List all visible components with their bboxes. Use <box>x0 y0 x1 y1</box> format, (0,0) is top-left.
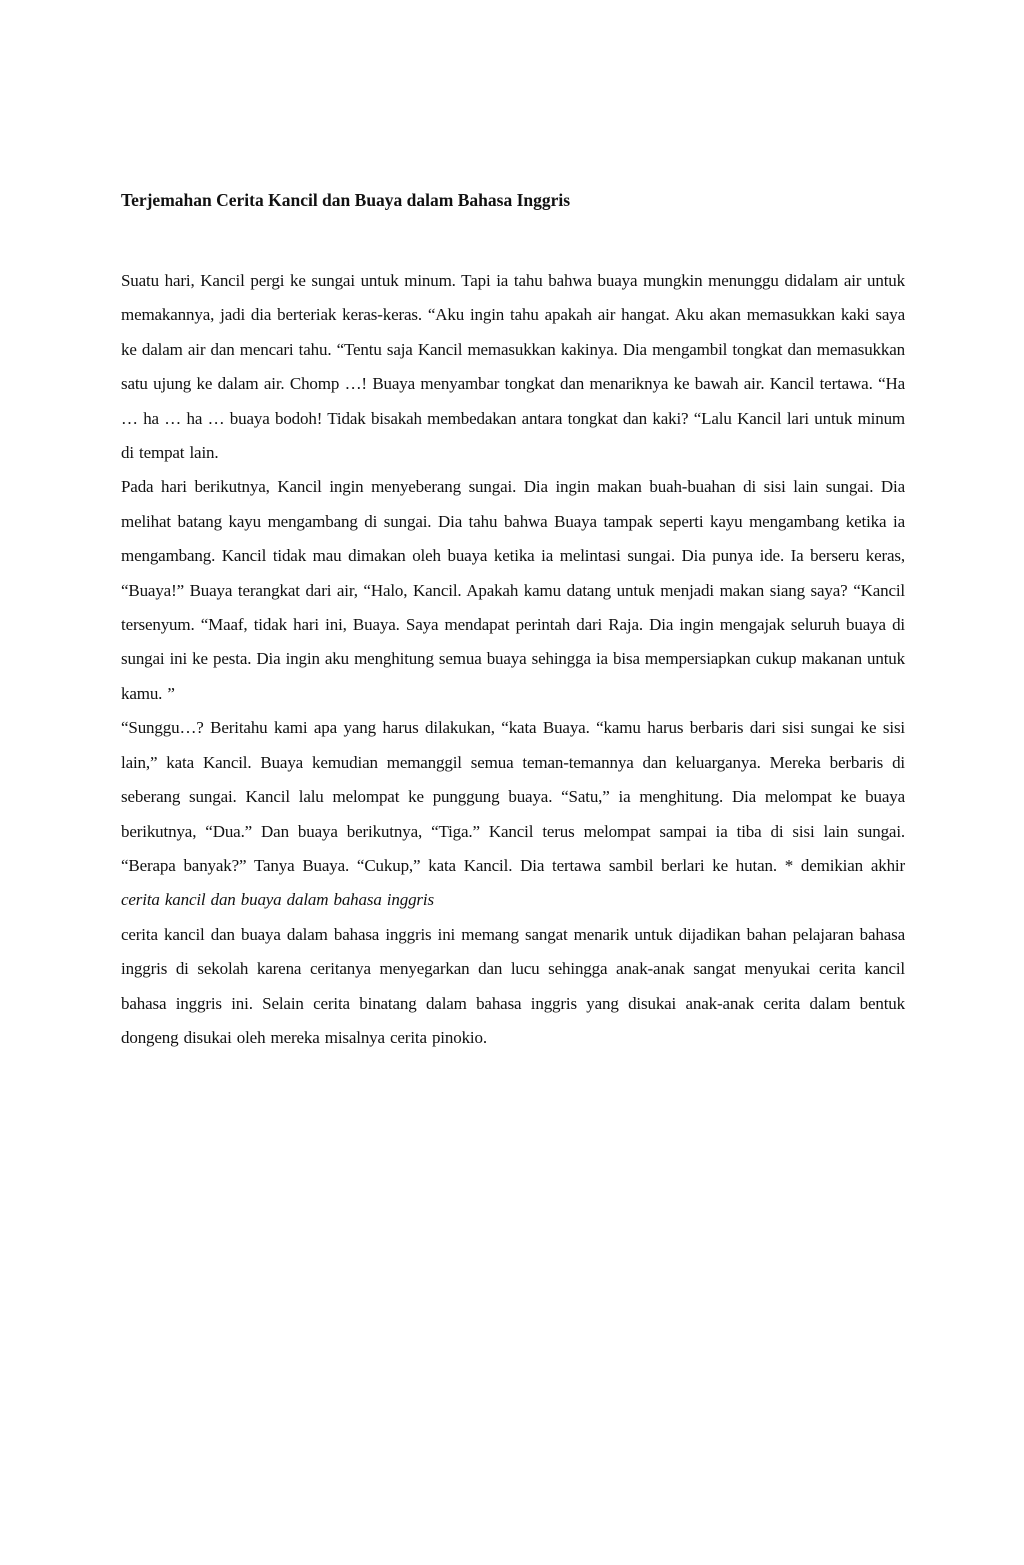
paragraph-4 <box>121 918 905 1056</box>
paragraph-3 <box>121 711 905 917</box>
paragraph-3-italic-text: cerita kancil dan buaya dalam bahasa inggris <box>121 890 434 910</box>
document-body <box>121 186 905 1055</box>
paragraph-1-text: Suatu hari, Kancil pergi ke sungai untuk minum. Tapi ia tahu bahwa buaya mungkin menunggu didalam air untuk memakannya, jadi dia berteriak keras-keras. “Aku ingin tahu apakah air hangat. Aku akan memasukkan kaki saya ke dalam air dan mencari tahu. “Tentu saja Kancil memasukkan kakinya. Dia mengambil tongkat dan memasukkan satu ujung ke dalam air. Chomp …! Buaya menyambar tongkat dan menariknya ke bawah air. Kancil tertawa. “Ha … ha … ha … buaya bodoh! Tidak bisakah membedakan antara tongkat dan kaki? “Lalu Kancil lari untuk minum di tempat lain. <box>121 271 905 463</box>
paragraph-4-text: cerita kancil dan buaya dalam bahasa inggris ini memang sangat menarik untuk dijadikan bahan pelajaran bahasa inggris di sekolah karena ceritanya menyegarkan dan lucu sehingga anak-anak sangat menyukai cerita kancil bahasa inggris ini. Selain cerita binatang dalam bahasa inggris yang disukai anak-anak cerita dalam bentuk dongeng disukai oleh mereka misalnya cerita pinokio. <box>121 924 905 1047</box>
paragraph-3-text: “Sunggu…? Beritahu kami apa yang harus dilakukan, “kata Buaya. “kamu harus berbaris dari sisi sungai ke sisi lain,” kata Kancil. Buaya kemudian memanggil semua teman-temannya dan keluarganya. Mereka berbaris di seberang sungai. Kancil lalu melompat ke punggung buaya. “Satu,” ia menghitung. Dia melompat ke buaya berikutnya, “Dua.” Dan buaya berikutnya, “Tiga.” Kancil terus melompat sampai ia tiba di sisi lain sungai. “Berapa banyak?” Tanya Buaya. “Cukup,” kata Kancil. Dia tertawa sambil berlari ke hutan. * demikian akhir <box>121 718 905 875</box>
paragraph-1 <box>121 264 905 470</box>
document-title: Terjemahan Cerita Kancil dan Buaya dalam Bahasa Inggris <box>121 190 571 210</box>
paragraph-2 <box>121 470 905 711</box>
paragraph-2-text: Pada hari berikutnya, Kancil ingin menyeberang sungai. Dia ingin makan buah-buahan di sisi lain sungai. Dia melihat batang kayu mengambang di sungai. Dia tahu bahwa Buaya tampak seperti kayu mengambang ketika ia mengambang. Kancil tidak mau dimakan oleh buaya ketika ia melintasi sungai. Dia punya ide. Ia berseru keras, “Buaya!” Buaya terangkat dari air, “Halo, Kancil. Apakah kamu datang untuk menjadi makan siang saya? “Kancil tersenyum. “Maaf, tidak hari ini, Buaya. Saya mendapat perintah dari Raja. Dia ingin mengajak seluruh buaya di sungai ini ke pesta. Dia ingin aku menghitung semua buaya sehingga ia bisa mempersiapkan cukup makanan untuk kamu. ” <box>121 477 905 703</box>
